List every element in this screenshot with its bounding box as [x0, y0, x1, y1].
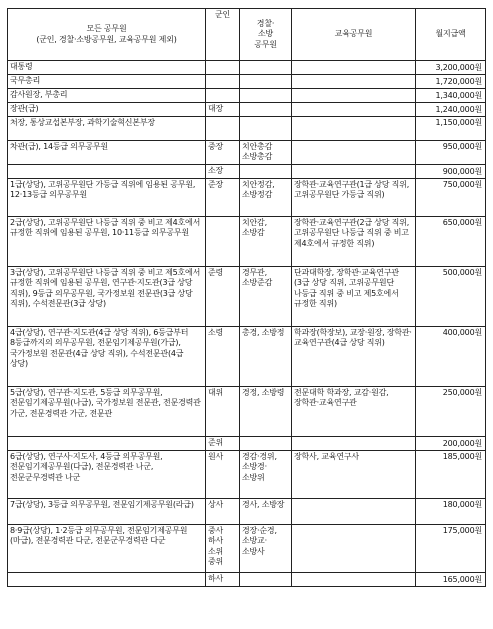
- table-row: [8, 165, 486, 179]
- cell-military: 하사: [206, 573, 240, 587]
- table-row: [8, 499, 486, 525]
- cell-military: [206, 117, 240, 141]
- cell-police: 경무관, 소방준감: [240, 267, 292, 327]
- cell-amount: 165,000원: [416, 573, 486, 587]
- cell-military: 준장: [206, 179, 240, 217]
- table-row: [8, 75, 486, 89]
- cell-military: [206, 75, 240, 89]
- table-row: [8, 89, 486, 103]
- table-row: [8, 267, 486, 327]
- pay-table-wrapper: [7, 8, 486, 587]
- table-row: [8, 61, 486, 75]
- cell-general: [8, 437, 206, 451]
- cell-military: [206, 61, 240, 75]
- cell-amount: 950,000원: [416, 141, 486, 165]
- cell-amount: 1,150,000원: [416, 117, 486, 141]
- cell-education: [292, 141, 416, 165]
- cell-police: 경장·순경, 소방교·소방사: [240, 525, 292, 573]
- cell-police: [240, 89, 292, 103]
- cell-military: 소령: [206, 327, 240, 387]
- table-row: [8, 573, 486, 587]
- cell-general: 대통령: [8, 61, 206, 75]
- cell-amount: 200,000원: [416, 437, 486, 451]
- cell-general: 장관(급): [8, 103, 206, 117]
- cell-general: 3급(상당), 고위공무원단 나등급 직위 중 비고 제5호에서 규정한 직위에 임용된 공무원, 연구관·지도관(3급 상당 직위), 9등급 의무공무원, 국가정보원 전문관(3급 상당 직위), 수석전문관(3급 상당): [8, 267, 206, 327]
- cell-amount: 185,000원: [416, 451, 486, 499]
- cell-military: 중장: [206, 141, 240, 165]
- cell-amount: 750,000원: [416, 179, 486, 217]
- cell-amount: 175,000원: [416, 525, 486, 573]
- cell-police: 경사, 소방장: [240, 499, 292, 525]
- cell-general: 5급(상당), 연구관·지도관, 5등급 의무공무원, 전문임기제공무원(나급), 국가정보원 전문관, 전문경력관 가군, 전문경력관 가군, 전문관: [8, 387, 206, 437]
- cell-education: [292, 499, 416, 525]
- cell-general: 감사원장, 부총리: [8, 89, 206, 103]
- cell-education: 장학사, 교육연구사: [292, 451, 416, 499]
- cell-police: [240, 437, 292, 451]
- cell-education: [292, 437, 416, 451]
- cell-military: 소장: [206, 165, 240, 179]
- header-education: 교육공무원: [292, 9, 416, 61]
- cell-general: 차관(급), 14등급 의무공무원: [8, 141, 206, 165]
- monthly-allowance-table: [7, 8, 486, 587]
- cell-amount: 1,720,000원: [416, 75, 486, 89]
- cell-police: [240, 573, 292, 587]
- cell-general: 처장, 통상교섭본부장, 과학기술혁신본부장: [8, 117, 206, 141]
- cell-amount: 650,000원: [416, 217, 486, 267]
- cell-general: [8, 573, 206, 587]
- cell-education: 단과대학장, 장학관·교육연구관(3급 상당 직위, 고위공무원단 나등급 직위 중 비고 제5호에서 규정한 직위): [292, 267, 416, 327]
- table-row: [8, 387, 486, 437]
- cell-amount: 900,000원: [416, 165, 486, 179]
- cell-amount: 1,240,000원: [416, 103, 486, 117]
- cell-general: [8, 165, 206, 179]
- cell-military: 준령: [206, 267, 240, 327]
- cell-amount: 250,000원: [416, 387, 486, 437]
- header-general-officials: 모든 공무원 (군인, 경찰·소방공무원, 교육공무원 제외): [8, 9, 206, 61]
- cell-general: 1급(상당), 고위공무원단 가등급 직위에 임용된 공무원, 12·13등급 의무공무원: [8, 179, 206, 217]
- header-monthly-amount: 월지급액: [416, 9, 486, 61]
- cell-general: 7급(상당), 3등급 의무공무원, 전문임기제공무원(라급): [8, 499, 206, 525]
- cell-police: 경감·경위, 소방경·소방위: [240, 451, 292, 499]
- cell-amount: 500,000원: [416, 267, 486, 327]
- cell-education: 장학관·교육연구관(1급 상당 직위, 고위공무원단 가등급 직위): [292, 179, 416, 217]
- cell-amount: 400,000원: [416, 327, 486, 387]
- table-row: [8, 217, 486, 267]
- header-police-fire: 경찰· 소방 공무원: [240, 9, 292, 61]
- cell-military: 상사: [206, 499, 240, 525]
- header-military: 군인: [206, 9, 240, 61]
- table-header-row: [8, 9, 486, 61]
- cell-amount: 1,340,000원: [416, 89, 486, 103]
- cell-military: [206, 89, 240, 103]
- cell-education: 학과장(학장보), 교장·원장, 장학관·교육연구관(4급 상당 직위): [292, 327, 416, 387]
- table-row: [8, 103, 486, 117]
- cell-military: 중사 하사 소위 중위: [206, 525, 240, 573]
- cell-education: [292, 117, 416, 141]
- cell-police: 경정, 소방령: [240, 387, 292, 437]
- cell-education: [292, 573, 416, 587]
- cell-police: [240, 117, 292, 141]
- cell-police: [240, 75, 292, 89]
- table-row: [8, 451, 486, 499]
- cell-education: [292, 89, 416, 103]
- cell-general: 6급(상당), 연구사·지도사, 4등급 의무공무원, 전문임기제공무원(다급), 전문경력관 나군, 전문군무경력관 나군: [8, 451, 206, 499]
- table-row: [8, 179, 486, 217]
- cell-military: 대위: [206, 387, 240, 437]
- cell-police: 총경, 소방정: [240, 327, 292, 387]
- table-row: [8, 117, 486, 141]
- table-row: [8, 437, 486, 451]
- table-row: [8, 141, 486, 165]
- cell-education: [292, 61, 416, 75]
- cell-general: 국무총리: [8, 75, 206, 89]
- table-row: [8, 525, 486, 573]
- cell-military: 준위: [206, 437, 240, 451]
- cell-military: 원사: [206, 451, 240, 499]
- cell-military: 대장: [206, 103, 240, 117]
- cell-education: 전문대학 학과장, 교감·원감, 장학관·교육연구관: [292, 387, 416, 437]
- cell-police: [240, 61, 292, 75]
- cell-police: 치안감, 소방감: [240, 217, 292, 267]
- cell-education: [292, 103, 416, 117]
- cell-police: 치안총감 소방총감: [240, 141, 292, 165]
- cell-police: [240, 165, 292, 179]
- cell-education: [292, 165, 416, 179]
- cell-amount: 180,000원: [416, 499, 486, 525]
- cell-military: [206, 217, 240, 267]
- cell-general: 2급(상당), 고위공무원단 나등급 직위 중 비고 제4호에서 규정한 직위에 임용된 공무원, 10·11등급 의무공무원: [8, 217, 206, 267]
- cell-amount: 3,200,000원: [416, 61, 486, 75]
- cell-education: 장학관·교육연구관(2급 상당 직위, 고위공무원단 나등급 직위 중 비고 제4호에서 규정한 직위): [292, 217, 416, 267]
- cell-education: [292, 75, 416, 89]
- cell-general: 4급(상당), 연구관·지도관(4급 상당 직위), 6등급부터 8등급까지의 의무공무원, 전문임기제공무원(가급), 국가정보원 전문관(4급 상당 직위), 수석전문관(4급 상당): [8, 327, 206, 387]
- table-row: [8, 327, 486, 387]
- cell-general: 8·9급(상당), 1·2등급 의무공무원, 전문임기제공무원(마급), 전문경력관 다군, 전문군무경력관 다군: [8, 525, 206, 573]
- cell-police: [240, 103, 292, 117]
- cell-police: 치안정감, 소방정감: [240, 179, 292, 217]
- cell-education: [292, 525, 416, 573]
